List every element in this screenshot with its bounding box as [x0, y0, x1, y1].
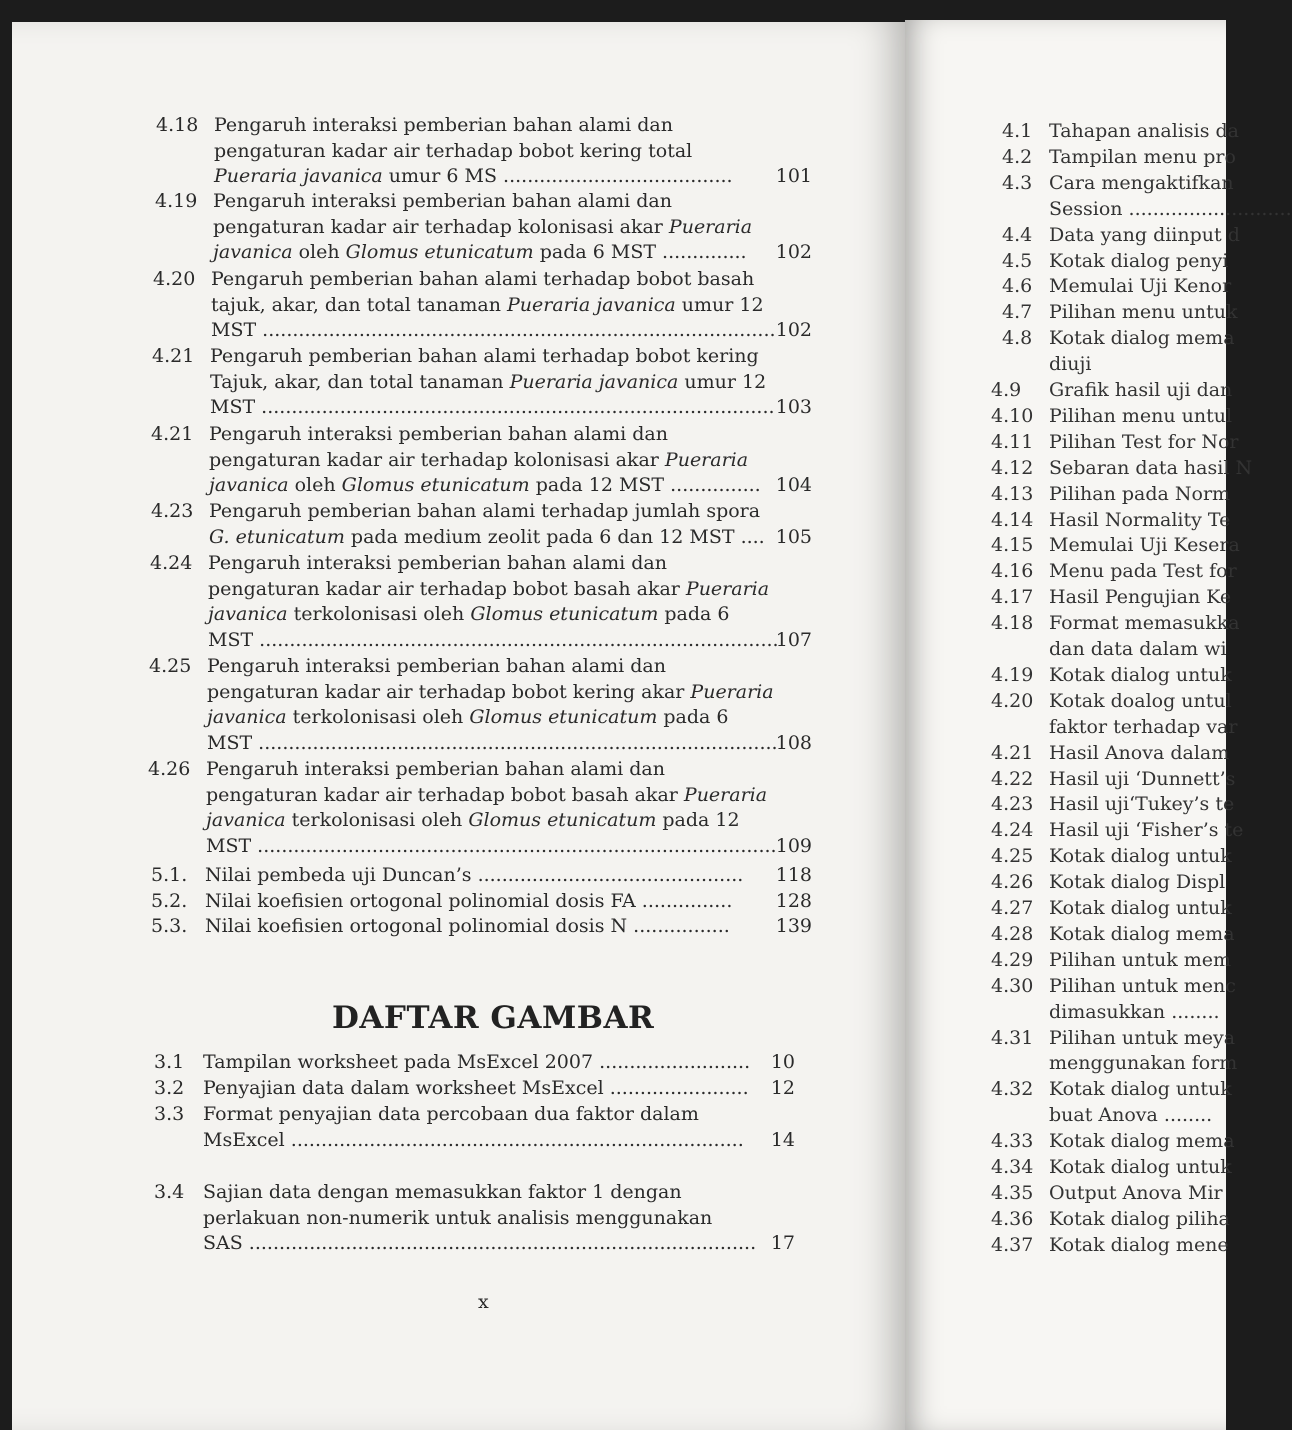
right-figure-number: 4.31	[991, 1026, 1034, 1049]
table-text-line: Nilai koefisien ortogonal polinomial dosis N ................	[205, 915, 730, 937]
right-figure-number: 4.24	[991, 819, 1034, 842]
figure-page-number: 14	[770, 1128, 795, 1151]
table-number: 4.20	[153, 268, 196, 290]
figure-text-line: MsExcel ...........................................................................	[203, 1128, 744, 1151]
right-figure-number: 4.32	[991, 1078, 1034, 1101]
right-page	[905, 20, 1292, 1430]
table-text-line: pengaturan kadar air terhadap kolonisasi akar Pueraria	[213, 215, 753, 238]
right-figure-title: buat Anova ........	[1049, 1104, 1213, 1127]
figure-number: 3.3	[154, 1103, 185, 1125]
right-figure-number: 4.14	[991, 508, 1034, 531]
right-figure-title: Session ...........................	[1049, 197, 1292, 220]
table-text-line: MST ......................................................................................	[207, 731, 778, 754]
right-figure-title: Pilihan menu untuk	[1049, 301, 1238, 324]
table-number: 4.21	[151, 423, 194, 445]
table-text-line: Pengaruh pemberian bahan alami terhadap bobot basah	[211, 268, 755, 290]
table-number: 4.25	[149, 655, 192, 677]
right-figure-title: Memulai Uji Kenor	[1049, 275, 1232, 298]
right-figure-title: Kotak dialog mene	[1049, 1233, 1229, 1256]
right-figure-title: Kotak dialog mema	[1049, 327, 1235, 350]
table-text-line: Tajuk, akar, dan total tanaman Pueraria javanica umur 12	[210, 370, 767, 393]
right-figure-number: 4.20	[991, 689, 1034, 712]
table-text-line: pengaturan kadar air terhadap kolonisasi akar Pueraria	[209, 448, 749, 471]
right-figure-title: diuji	[1049, 353, 1092, 376]
table-text-line: MST ......................................................................................	[206, 834, 777, 857]
table-text-line: Pengaruh pemberian bahan alami terhadap bobot kering	[210, 345, 759, 367]
right-figure-title: Pilihan menu untul	[1049, 404, 1233, 427]
right-figure-number: 4.10	[991, 404, 1034, 427]
right-figure-number: 4.29	[991, 948, 1034, 971]
table-text-line: Pengaruh interaksi pemberian bahan alami dan	[213, 190, 672, 212]
right-figure-title: Hasil Anova dalam	[1049, 741, 1230, 764]
right-figure-title: Sebaran data hasil N	[1049, 456, 1253, 479]
right-figure-number: 4.11	[991, 430, 1034, 453]
right-figure-number: 4.18	[991, 612, 1034, 635]
right-figure-title: Pilihan Test for Nor	[1049, 430, 1239, 453]
right-figure-title: Hasil uji ‘Dunnett’s	[1049, 767, 1236, 790]
table-text-line: Pengaruh interaksi pemberian bahan alami dan	[214, 114, 673, 136]
table-number: 5.1.	[151, 864, 188, 886]
right-figure-title: Kotak dialog penyi	[1049, 249, 1229, 272]
figure-number: 3.1	[154, 1051, 185, 1073]
right-figure-number: 4.7	[1002, 301, 1033, 324]
right-figure-title: Hasil Normality Te	[1049, 508, 1231, 531]
table-text-line: G. etunicatum pada medium zeolit pada 6 dan 12 MST ....	[209, 525, 765, 548]
right-figure-title: Cara mengaktifkan	[1049, 171, 1234, 194]
table-page-number: 139	[775, 915, 812, 937]
right-figure-number: 4.34	[991, 1156, 1034, 1178]
table-number: 4.26	[148, 758, 191, 780]
table-number: 5.3.	[151, 915, 188, 937]
right-figure-number: 4.37	[991, 1233, 1034, 1256]
table-page-number: 105	[775, 525, 812, 548]
right-figure-title: Pilihan untuk mem	[1049, 948, 1232, 971]
right-figure-title: Tampilan menu pro	[1049, 145, 1236, 168]
right-figure-number: 4.4	[1002, 223, 1033, 246]
figure-text-line: Format penyajian data percobaan dua faktor dalam	[203, 1103, 699, 1125]
table-text-line: tajuk, akar, dan total tanaman Pueraria javanica umur 12	[211, 293, 764, 316]
figure-page-number: 10	[770, 1051, 795, 1073]
right-figure-number: 4.26	[991, 871, 1034, 894]
right-figure-title: Pilihan pada Norm	[1049, 482, 1231, 505]
right-figure-number: 4.16	[991, 560, 1034, 583]
right-figure-title: Kotak dialog piliha	[1049, 1207, 1230, 1230]
right-figure-title: faktor terhadap var	[1049, 715, 1238, 738]
right-figure-title: Format memasukka	[1049, 612, 1240, 635]
right-figure-title: Pilihan untuk meya	[1049, 1026, 1236, 1049]
right-figure-number: 4.30	[991, 974, 1034, 997]
right-figure-number: 4.23	[991, 793, 1034, 816]
right-figure-title: Kotak dialog untuk	[1049, 845, 1232, 868]
right-figure-number: 4.27	[991, 897, 1034, 919]
right-figure-number: 4.28	[991, 922, 1034, 945]
figure-page-number: 12	[770, 1077, 795, 1099]
right-figure-title: Pilihan untuk menc	[1049, 974, 1236, 997]
right-figure-number: 4.13	[991, 482, 1034, 505]
right-figure-number: 4.25	[991, 845, 1034, 868]
right-figure-number: 4.15	[991, 534, 1034, 557]
figure-page-number: 17	[770, 1232, 795, 1254]
table-page-number: 108	[775, 731, 812, 754]
right-figure-title: dimasukkan ........	[1049, 1000, 1220, 1023]
table-number: 4.23	[151, 500, 194, 522]
right-figure-number: 4.3	[1002, 171, 1033, 194]
table-text-line: MST ......................................................................................	[208, 628, 779, 651]
right-figure-title: Grafik hasil uji dan	[1049, 379, 1233, 401]
right-figure-number: 4.21	[991, 741, 1034, 764]
figure-number: 3.4	[154, 1181, 185, 1203]
table-page-number: 104	[775, 474, 812, 496]
figure-text-line: perlakuan non-numerik untuk analisis menggunakan	[203, 1206, 713, 1229]
table-text-line: MST .....................................................................................	[210, 396, 775, 418]
right-figure-title: Kotak dialog untuk	[1049, 897, 1232, 919]
right-figure-title: Kotak doalog untul	[1049, 689, 1232, 712]
right-figure-number: 4.9	[991, 379, 1022, 401]
right-figure-title: Kotak dialog untuk	[1049, 1156, 1232, 1178]
table-text-line: javanica terkolonisasi oleh Glomus etunicatum pada 6	[208, 603, 730, 625]
table-number: 4.21	[152, 345, 195, 367]
figure-text-line: Sajian data dengan memasukkan faktor 1 dengan	[203, 1181, 682, 1203]
right-figure-title: Kotak dialog Displ	[1049, 871, 1226, 894]
table-text-line: javanica oleh Glomus etunicatum pada 6 MST ..............	[213, 241, 747, 263]
right-figure-title: dan data dalam wi	[1049, 638, 1227, 660]
table-page-number: 102	[775, 241, 812, 263]
figure-text-line: SAS ....................................................................................	[203, 1232, 757, 1254]
right-figure-title: Kotak dialog mema	[1049, 1130, 1235, 1153]
table-text-line: Pengaruh interaksi pemberian bahan alami dan	[206, 758, 665, 780]
right-figure-title: Kotak dialog untuk	[1049, 663, 1232, 686]
right-figure-title: Hasil uji ‘Fisher’s te	[1049, 819, 1244, 842]
right-figure-number: 4.6	[1002, 275, 1033, 298]
right-figure-title: Tahapan analisis da	[1049, 120, 1240, 142]
table-page-number: 102	[775, 319, 812, 341]
table-text-line: javanica oleh Glomus etunicatum pada 12 MST ...............	[209, 474, 761, 496]
table-text-line: javanica terkolonisasi oleh Glomus etunicatum pada 12	[206, 809, 740, 831]
table-page-number: 118	[775, 864, 812, 886]
figure-text-line: Penyajian data dalam worksheet MsExcel .......................	[203, 1077, 749, 1099]
figure-text-line: Tampilan worksheet pada MsExcel 2007 .........................	[203, 1051, 751, 1073]
right-figure-title: Hasil uji‘Tukey’s te	[1049, 793, 1235, 816]
table-number: 4.24	[150, 552, 193, 574]
right-figure-number: 4.17	[991, 586, 1034, 609]
table-text-line: Pengaruh interaksi pemberian bahan alami dan	[207, 655, 666, 677]
table-page-number: 101	[775, 165, 812, 187]
right-figure-number: 4.12	[991, 456, 1034, 479]
table-page-number: 107	[775, 628, 812, 651]
table-text-line: pengaturan kadar air terhadap bobot basah akar Pueraria	[208, 577, 770, 600]
right-figure-title: Hasil Pengujian Ke	[1049, 586, 1232, 609]
table-number: 4.19	[155, 190, 198, 212]
section-title: DAFTAR GAMBAR	[332, 1000, 655, 1036]
figure-number: 3.2	[154, 1077, 185, 1099]
right-figure-number: 4.1	[1002, 120, 1033, 142]
right-figure-title: menggunakan form	[1049, 1052, 1238, 1075]
table-text-line: MST .....................................................................................	[211, 319, 776, 341]
table-text-line: pengaturan kadar air terhadap bobot basah akar Pueraria	[206, 783, 768, 806]
right-figure-title: Kotak dialog untuk	[1049, 1078, 1232, 1101]
right-figure-title: Menu pada Test for	[1049, 560, 1237, 583]
table-text-line: javanica terkolonisasi oleh Glomus etunicatum pada 6	[207, 706, 729, 728]
table-text-line: Nilai pembeda uji Duncan’s ............................................	[205, 864, 744, 886]
table-page-number: 128	[775, 890, 812, 912]
table-text-line: Pengaruh interaksi pemberian bahan alami dan	[208, 552, 667, 574]
right-figure-number: 4.8	[1002, 327, 1033, 350]
table-text-line: Nilai koefisien ortogonal polinomial dosis FA ...............	[205, 890, 733, 912]
right-figure-number: 4.5	[1002, 249, 1033, 272]
right-figure-number: 4.19	[991, 663, 1034, 686]
table-text-line: pengaturan kadar air terhadap bobot kering akar Pueraria	[207, 680, 774, 703]
page-number: x	[478, 1291, 489, 1313]
table-page-number: 109	[775, 834, 812, 857]
table-number: 5.2.	[151, 890, 188, 912]
right-figure-number: 4.2	[1002, 145, 1033, 168]
right-figure-title: Output Anova Mir	[1049, 1181, 1223, 1204]
right-figure-number: 4.33	[991, 1130, 1034, 1153]
table-number: 4.18	[156, 114, 199, 136]
right-figure-title: Kotak dialog mema	[1049, 922, 1235, 945]
right-figure-number: 4.36	[991, 1207, 1034, 1230]
right-figure-title: Data yang diinput d	[1049, 223, 1240, 246]
table-page-number: 103	[775, 396, 812, 418]
right-figure-number: 4.35	[991, 1181, 1034, 1204]
table-text-line: Pengaruh pemberian bahan alami terhadap jumlah spora	[209, 500, 761, 522]
table-text-line: Pueraria javanica umur 6 MS ......................................	[214, 165, 733, 187]
right-figure-number: 4.22	[991, 767, 1034, 790]
right-figure-title: Memulai Uji Kesera	[1049, 534, 1240, 557]
table-text-line: Pengaruh interaksi pemberian bahan alami dan	[209, 423, 668, 445]
table-text-line: pengaturan kadar air terhadap bobot kering total	[214, 139, 693, 162]
